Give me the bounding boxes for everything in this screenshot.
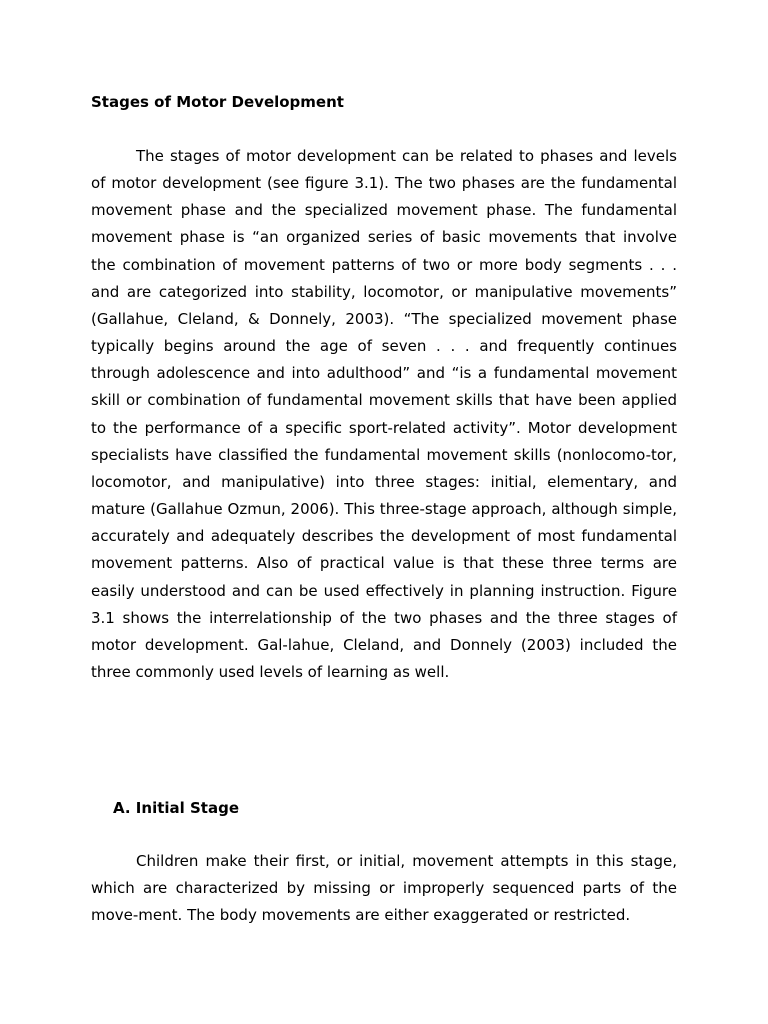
body-paragraph-initial-stage: Children make their first, or initial, movement attempts in this stage, which are characterized by missing or improperly sequenced parts of the move-ment. The body movements are either exaggerated or restricted. bbox=[91, 852, 677, 925]
page-title: Stages of Motor Development bbox=[91, 93, 344, 111]
body-paragraph-intro: The stages of motor development can be related to phases and levels of motor development (see figure 3.1). The two phases are the fundamental movement phase and the specialized movement phase. The fundamental movement phase is “an organized series of basic movements that involve the combination of movement patterns of two or more body segments . . . and are categorized into stability, locomotor, or manipulative movements” (Gallahue, Cleland, & Donnely, 2003). “The specialized movement phase typically begins around the age of seven . . . and frequently continues through adolescence and into adulthood” and “is a fundamental movement skill or combination of fundamental movement skills that have been applied to the performance of a specific sport-related activity”. Motor development specialists have classified the fundamental movement skills (nonlocomo-tor, locomotor, and manipulative) into three stages: initial, elementary, and mature (Gallahue Ozmun, 2006). This three-stage approach, although simple, accurately and adequately describes the development of most fundamental movement patterns. Also of practical value is that these three terms are easily understood and can be used effectively in planning instruction. Figure 3.1 shows the interrelationship of the two phases and the three stages of motor development. Gal-lahue, Cleland, and Donnely (2003) included the three commonly used levels of learning as well. bbox=[91, 147, 677, 681]
section-heading-initial-stage: A. Initial Stage bbox=[113, 799, 240, 817]
